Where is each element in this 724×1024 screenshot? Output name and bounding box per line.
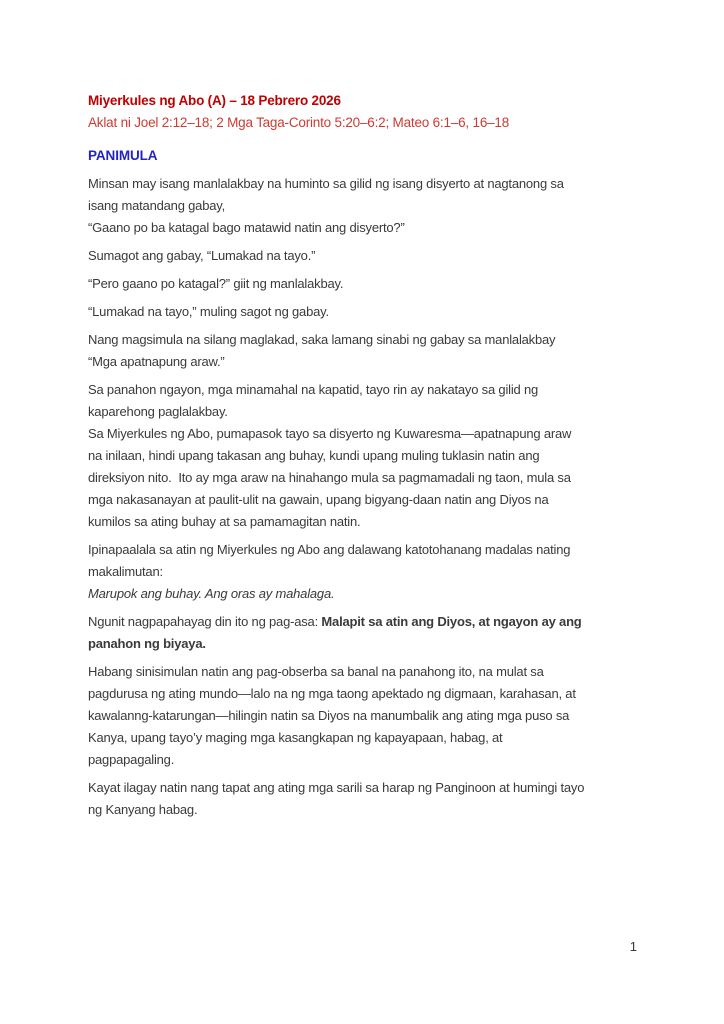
text-line: kawalanng-katarungan—hilingin natin sa Diyos na manumbalik ang ating mga puso sa bbox=[88, 708, 570, 723]
paragraph bbox=[88, 301, 638, 323]
paragraph bbox=[88, 777, 638, 821]
paragraph bbox=[88, 245, 638, 267]
paragraph bbox=[88, 173, 638, 239]
page-number: 1 bbox=[629, 939, 637, 954]
text-line: “Gaano po ba katagal bago matawid natin ang disyerto?” bbox=[88, 220, 405, 235]
paragraph bbox=[88, 379, 638, 533]
document-content bbox=[88, 90, 638, 827]
text-line: mga nakasanayan at paulit-ulit na gawain, upang bigyang-daan natin ang Diyos na bbox=[88, 492, 549, 507]
text-line: Habang sinisimulan natin ang pag-obserba sa banal na panahong ito, na mulat sa bbox=[88, 664, 544, 679]
text-line: Ngunit nagpapahayag din ito ng pag-asa: Malapit sa atin ang Diyos, at ngayon ay ang bbox=[88, 614, 582, 629]
text-line: Nang magsimula na silang maglakad, saka lamang sinabi ng gabay sa manlalakbay bbox=[88, 332, 556, 347]
text-line: Sa panahon ngayon, mga minamahal na kapatid, tayo rin ay nakatayo sa gilid ng bbox=[88, 382, 539, 397]
text-line: direksiyon nito. Ito ay mga araw na hinahango mula sa pagmamadali ng taon, mula sa bbox=[88, 470, 571, 485]
paragraph bbox=[88, 661, 638, 771]
text-line: Marupok ang buhay. Ang oras ay mahalaga. bbox=[88, 586, 335, 601]
text-line: Kanya, upang tayo’y maging mga kasangkapan ng kapayapaan, habag, at bbox=[88, 730, 503, 745]
text-line: “Pero gaano po katagal?” giit ng manlalakbay. bbox=[88, 276, 344, 291]
text-line: Sa Miyerkules ng Abo, pumapasok tayo sa disyerto ng Kuwaresma—apatnapung araw bbox=[88, 426, 572, 441]
text-line: pagdurusa ng ating mundo—lalo na ng mga taong apektado ng digmaan, karahasan, at bbox=[88, 686, 576, 701]
paragraph bbox=[88, 539, 638, 605]
text-line: kumilos sa ating buhay at sa pamamagitan natin. bbox=[88, 514, 361, 529]
section-heading-panimula: PANIMULA bbox=[88, 148, 158, 163]
text-line: kaparehong paglalakbay. bbox=[88, 404, 228, 419]
text-line: na inilaan, hindi upang takasan ang buhay, kundi upang muling tuklasin natin ang bbox=[88, 448, 540, 463]
text-line: ng Kanyang habag. bbox=[88, 802, 198, 817]
document-title: Miyerkules ng Abo (A) – 18 Pebrero 2026 bbox=[88, 93, 341, 108]
text-line: Minsan may isang manlalakbay na huminto sa gilid ng isang disyerto at nagtanong sa bbox=[88, 176, 564, 191]
text-line: “Lumakad na tayo,” muling sagot ng gabay. bbox=[88, 304, 329, 319]
text-line: isang matandang gabay, bbox=[88, 198, 226, 213]
paragraph bbox=[88, 611, 638, 655]
text-line: Ipinapaalala sa atin ng Miyerkules ng Abo ang dalawang katotohanang madalas nating bbox=[88, 542, 571, 557]
text-line: panahon ng biyaya. bbox=[88, 636, 206, 651]
paragraphs bbox=[88, 173, 638, 821]
text-line: Kayat ilagay natin nang tapat ang ating mga sarili sa harap ng Panginoon at humingi tayo bbox=[88, 780, 585, 795]
scripture-readings: Aklat ni Joel 2:12–18; 2 Mga Taga-Corinto 5:20–6:2; Mateo 6:1–6, 16–18 bbox=[88, 115, 510, 130]
paragraph bbox=[88, 329, 638, 373]
text-line: “Mga apatnapung araw.” bbox=[88, 354, 225, 369]
text-line: Sumagot ang gabay, “Lumakad na tayo.” bbox=[88, 248, 316, 263]
text-line: pagpapagaling. bbox=[88, 752, 175, 767]
paragraph bbox=[88, 273, 638, 295]
text-line: makalimutan: bbox=[88, 564, 163, 579]
